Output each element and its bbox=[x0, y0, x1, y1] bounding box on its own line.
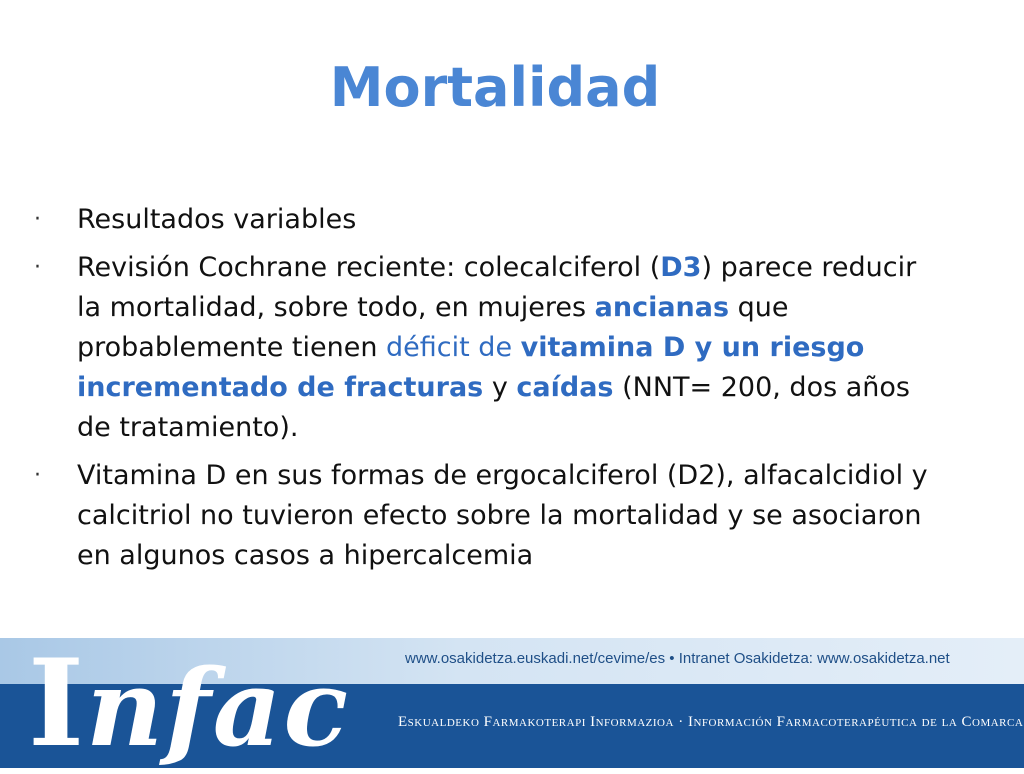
slide-title: Mortalidad bbox=[329, 56, 661, 119]
highlight-ancianas: ancianas bbox=[594, 292, 730, 323]
bullet-text-part: ) parece reducir la mortalidad, sobre todo, en mujeres bbox=[77, 252, 917, 323]
bullet-list bbox=[34, 200, 934, 584]
infac-logo bbox=[28, 633, 351, 774]
bullet-text: Vitamina D en sus formas de ergocalciferol (D2), alfacalcidiol y calcitriol no tuvieron efecto sobre la mortalidad y se asociaron en algunos casos a hipercalcemia bbox=[77, 460, 928, 571]
footer-links: www.osakidetza.euskadi.net/cevime/es • Intranet Osakidetza: www.osakidetza.net bbox=[405, 650, 950, 667]
highlight-d3: D3 bbox=[660, 252, 702, 283]
bullet-item-1 bbox=[34, 200, 934, 240]
highlight-vitamina: vitamina D y un riesgo incrementado de fracturas bbox=[77, 332, 865, 403]
bullet-text-part: (NNT= 200, dos años de tratamiento). bbox=[77, 372, 910, 443]
bullet-dot-icon: · bbox=[34, 207, 41, 232]
bullet-text-part: y bbox=[483, 372, 517, 403]
bullet-dot-icon: · bbox=[34, 463, 41, 488]
bullet-text-part bbox=[512, 332, 521, 363]
bullet-item-3 bbox=[34, 456, 934, 576]
footer-banner bbox=[0, 633, 1024, 774]
bullet-text: Resultados variables bbox=[77, 204, 357, 235]
highlight-caidas: caídas bbox=[516, 372, 614, 403]
bullet-item-2 bbox=[34, 248, 934, 448]
highlight-deficit: déficit de bbox=[386, 332, 513, 363]
logo-rest: nfac bbox=[86, 645, 351, 770]
footer-tagline: Eskualdeko Farmakoterapi Informazioa · Información Farmacoterapéutica de la Comarca bbox=[398, 714, 1024, 730]
logo-initial: I bbox=[28, 633, 87, 774]
bullet-text-part: Revisión Cochrane reciente: colecalciferol ( bbox=[77, 252, 661, 283]
bullet-dot-icon: · bbox=[34, 255, 41, 280]
bullet-text-part: que probablemente tienen bbox=[77, 292, 789, 363]
